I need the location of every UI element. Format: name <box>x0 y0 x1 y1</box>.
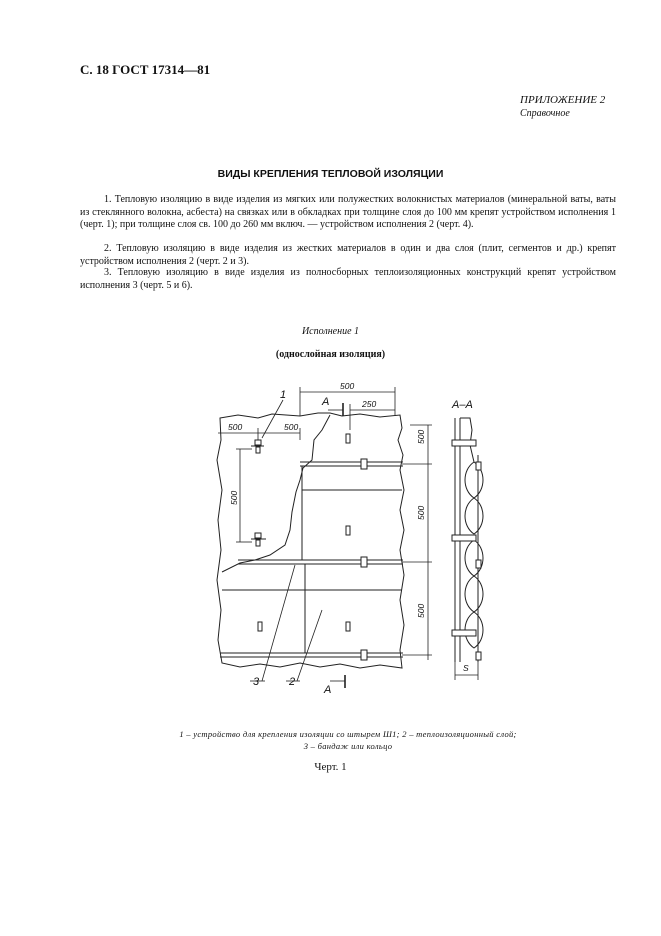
section-letter-bottom: А <box>324 684 332 696</box>
legend-line-1: 1 – устройство для крепления изоляции со штырем Ш1; 2 – теплоизоляционный слой; <box>179 729 517 739</box>
figure-execution-label: Исполнение 1 <box>301 326 360 337</box>
figure-legend <box>80 728 616 752</box>
dim-top-width: 500 <box>340 381 355 391</box>
figure-subtitle: (однослойная изоляция) <box>275 349 386 360</box>
insulation-panel-outline <box>217 413 404 668</box>
band-clamps <box>361 459 367 660</box>
dim-right-mid: 500 <box>416 505 426 520</box>
dim-left-h2: 500 <box>284 422 299 432</box>
figure-caption: Черт. 1 <box>314 761 347 773</box>
dim-right-top: 500 <box>416 429 426 444</box>
callout-1: 1 <box>280 389 287 401</box>
appendix-subtitle: Справочное <box>520 108 570 119</box>
fixing-pins <box>258 434 350 631</box>
page-header: С. 18 ГОСТ 17314—81 <box>80 62 211 77</box>
dim-left-vertical: 500 <box>229 490 239 505</box>
section-letter-top: А <box>322 396 330 408</box>
fixing-device-upper <box>251 440 264 453</box>
appendix-title: ПРИЛОЖЕНИЕ 2 <box>520 94 606 106</box>
dim-right-bottom: 500 <box>416 603 426 618</box>
callout-3: 3 <box>253 676 260 688</box>
callout-2: 2 <box>289 676 296 688</box>
paragraph-3-text: 3. Тепловую изоляцию в виде изделия из полносборных теплоизоляционных конструкций крепят устройством исполнения 3 (черт. 5 и 6). <box>80 267 616 291</box>
bandage-lines <box>220 462 403 657</box>
legend-line-2: 3 – бандаж или кольцо <box>303 741 393 751</box>
fixing-device-lower <box>251 533 266 546</box>
paragraph-2-text: 2. Тепловую изоляцию в виде изделия из жестких материалов в один и два слоя (плит, сегментов и др.) крепят устройством исполнения 2 (черт. 2 и 3). <box>80 243 616 267</box>
dim-left-h1: 500 <box>228 422 243 432</box>
dim-thickness: S <box>463 663 469 673</box>
dimension-lines <box>218 387 432 660</box>
paragraph-1-text: 1. Тепловую изоляцию в виде изделия из мягких или полужестких волокнистых материалов (минеральной ваты, ваты из стеклянного волокна, асбеста) на связках или в обкладках при толщине слоя до 100 мм крепят устройством исполнения 1 (черт. 1); при толщине слоя св. 100 до 260 мм включ. — устройством исполнения 2 (черт. 4). <box>80 194 616 231</box>
section-view <box>452 418 483 680</box>
section-view-title: А–А <box>452 399 473 411</box>
dim-top-half: 250 <box>362 399 377 409</box>
section-mark-bottom <box>330 675 345 688</box>
document-title: ВИДЫ КРЕПЛЕНИЯ ТЕПЛОВОЙ ИЗОЛЯЦИИ <box>217 168 444 180</box>
